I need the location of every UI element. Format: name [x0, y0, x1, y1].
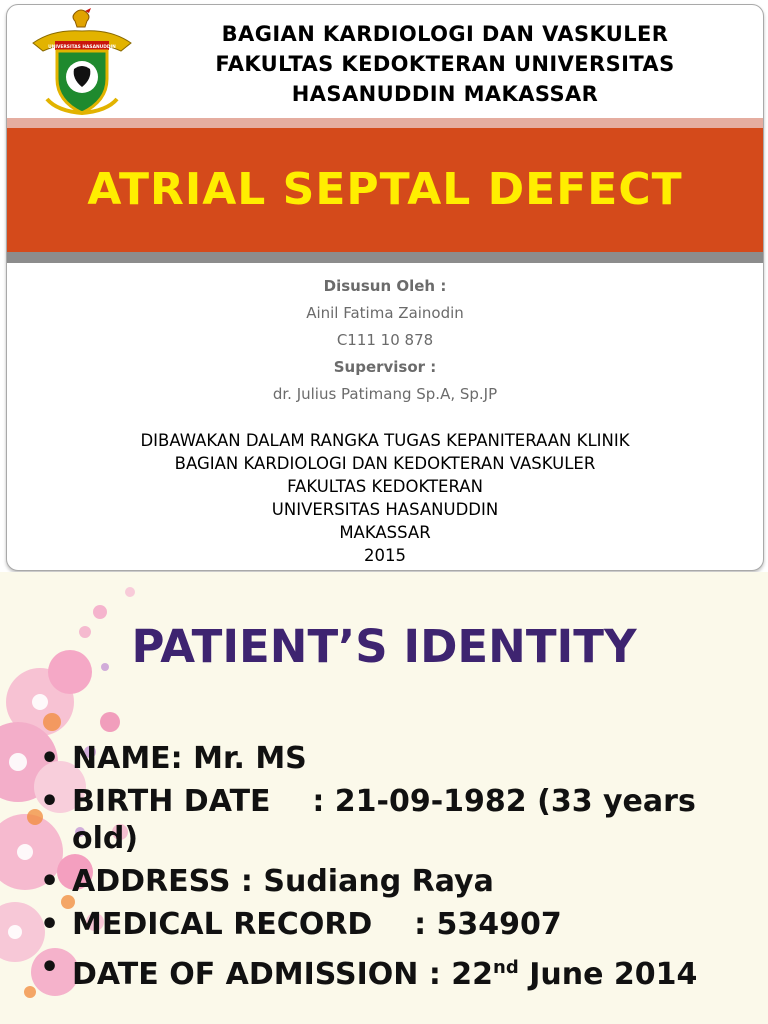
header-line-3: HASANUDDIN MAKASSAR	[291, 82, 599, 106]
bullet-icon: •	[40, 784, 60, 819]
context-line-1: DIBAWAKAN DALAM RANGKA TUGAS KEPANITERAAN KLINIK	[140, 431, 630, 450]
supervisor-label: Supervisor :	[333, 358, 437, 376]
accent-stripe-bottom	[7, 252, 763, 263]
patient-identity-slide	[0, 572, 768, 1024]
patient-name: NAME: Mr. MS	[72, 741, 307, 776]
context-year: 2015	[364, 546, 406, 565]
author-block	[7, 273, 763, 408]
bullet-icon: •	[40, 950, 60, 985]
context-line-5: MAKASSAR	[339, 523, 431, 542]
admission-date-ordinal: nd	[493, 957, 519, 978]
bullet-icon: •	[40, 741, 60, 776]
university-crest-logo	[27, 7, 137, 117]
author-name: Ainil Fatima Zainodin	[306, 304, 464, 322]
patient-address: ADDRESS : Sudiang Raya	[72, 864, 494, 899]
bullet-icon: •	[40, 907, 60, 942]
title-slide	[6, 4, 764, 571]
admission-date-suffix: June 2014	[518, 957, 698, 992]
list-item-address	[40, 863, 740, 900]
header-line-2: FAKULTAS KEDOKTERAN UNIVERSITAS	[215, 52, 675, 76]
presentation-context	[7, 429, 763, 567]
slide-title: ATRIAL SEPTAL DEFECT	[87, 164, 683, 215]
patient-identity-list	[40, 740, 740, 999]
svg-text:UNIVERSITAS HASANUDDIN: UNIVERSITAS HASANUDDIN	[48, 45, 116, 50]
supervisor-name: dr. Julius Patimang Sp.A, Sp.JP	[272, 385, 498, 403]
list-item-admission-date	[40, 949, 740, 993]
title-band	[7, 128, 763, 252]
header-line-1: BAGIAN KARDIOLOGI DAN VASKULER	[221, 22, 669, 46]
patient-medical-record: MEDICAL RECORD : 534907	[72, 907, 562, 942]
context-line-4: UNIVERSITAS HASANUDDIN	[271, 500, 499, 519]
accent-stripe-top	[7, 118, 763, 128]
student-id: C111 10 878	[336, 331, 434, 349]
patient-birth-date: BIRTH DATE : 21-09-1982 (33 years old)	[72, 784, 707, 856]
context-line-3: FAKULTAS KEDOKTERAN	[287, 477, 483, 496]
admission-date-prefix: DATE OF ADMISSION : 22	[72, 957, 494, 992]
list-item-birth-date	[40, 783, 740, 857]
slide2-title: PATIENT’S IDENTITY	[131, 620, 637, 673]
bullet-icon: •	[40, 864, 60, 899]
institution-header	[147, 19, 743, 109]
compiled-by-label: Disusun Oleh :	[323, 277, 447, 295]
context-line-2: BAGIAN KARDIOLOGI DAN KEDOKTERAN VASKULER	[174, 454, 596, 473]
list-item-name	[40, 740, 740, 777]
list-item-medical-record	[40, 906, 740, 943]
